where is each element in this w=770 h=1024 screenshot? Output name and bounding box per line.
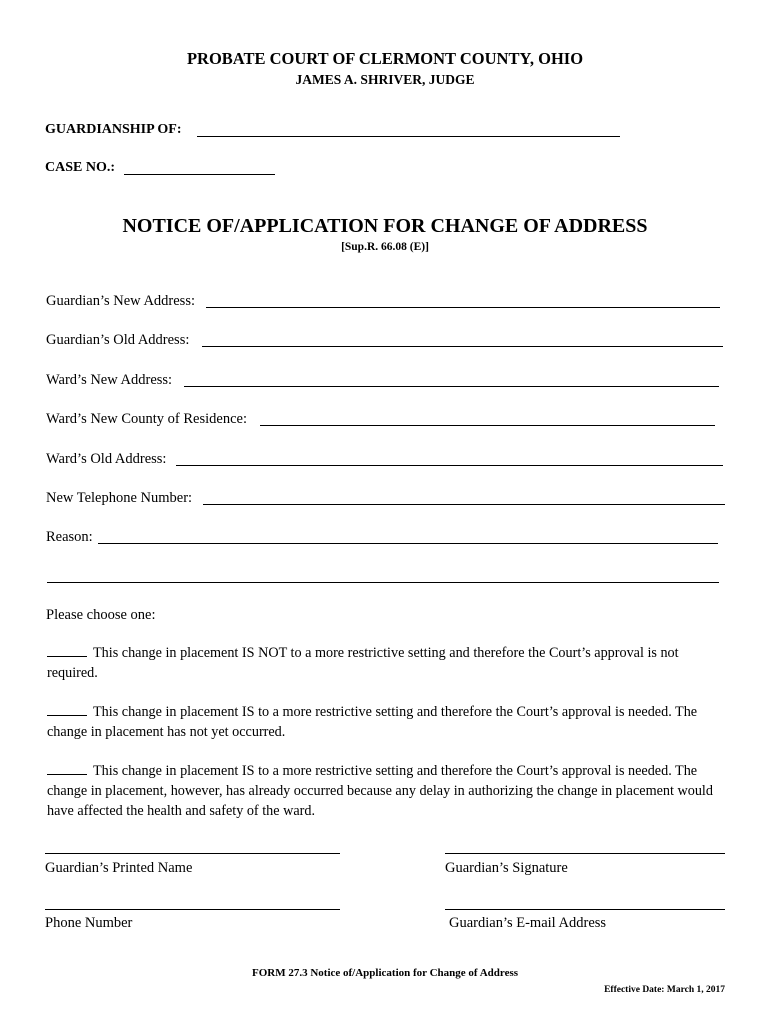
ward-new-county-field[interactable] [260,425,715,426]
signature-line[interactable] [445,853,725,854]
email-label: Guardian’s E-mail Address [449,915,607,931]
phone-label: Phone Number [45,915,133,931]
ward-new-county-label: Ward’s New County of Residence: [46,411,247,427]
case-no-label: CASE NO.: [45,160,116,175]
guardianship-label: GUARDIANSHIP OF: [45,122,182,137]
ward-old-address-label: Ward’s Old Address: [46,451,167,467]
ward-new-address-field[interactable] [184,386,719,387]
phone-line[interactable] [45,909,340,910]
judge-name: JAMES A. SHRIVER, JUDGE [295,72,475,87]
choice-option-3 [47,761,727,821]
form-title: NOTICE OF/APPLICATION FOR CHANGE OF ADDRESS [122,215,648,237]
effective-date: Effective Date: March 1, 2017 [604,985,725,995]
reason-label: Reason: [46,529,93,545]
form-footer: FORM 27.3 Notice of/Application for Change of Address [251,967,519,979]
court-name: PROBATE COURT OF CLERMONT COUNTY, OHIO [186,49,584,68]
new-telephone-field[interactable] [203,504,725,505]
guardian-new-address-field[interactable] [206,307,720,308]
choice-prompt: Please choose one: [46,607,156,623]
choice-option-3-text: This change in placement IS to a more restrictive setting and therefore the Court’s approval is needed. The change in placement, however, has already occurred because any delay in authorizing the change in placement would have affected the health and safety of the ward. [47,763,713,819]
printed-name-line[interactable] [45,853,340,854]
choice-option-2-blank[interactable] [47,705,87,716]
signature-label: Guardian’s Signature [445,860,568,876]
choice-option-1-text: This change in placement IS NOT to a more restrictive setting and therefore the Court’s approval is not required. [47,645,679,681]
case-no-field[interactable] [124,174,275,175]
guardian-old-address-field[interactable] [202,346,723,347]
ward-new-address-label: Ward’s New Address: [46,372,173,388]
ward-old-address-field[interactable] [176,465,723,466]
printed-name-label: Guardian’s Printed Name [45,860,193,876]
choice-option-1-blank[interactable] [47,646,87,657]
choice-option-3-blank[interactable] [47,764,87,775]
reason-field-line-2[interactable] [47,582,719,583]
new-telephone-label: New Telephone Number: [46,490,193,506]
choice-option-2 [47,702,727,742]
choice-option-1 [47,643,727,683]
choice-option-2-text: This change in placement IS to a more restrictive setting and therefore the Court’s approval is needed. The change in placement has not yet occurred. [47,704,698,740]
guardian-new-address-label: Guardian’s New Address: [46,293,196,309]
guardian-old-address-label: Guardian’s Old Address: [46,332,190,348]
rule-reference: [Sup.R. 66.08 (E)] [341,241,429,253]
guardianship-field[interactable] [197,136,620,137]
email-line[interactable] [445,909,725,910]
reason-field[interactable] [98,543,718,544]
